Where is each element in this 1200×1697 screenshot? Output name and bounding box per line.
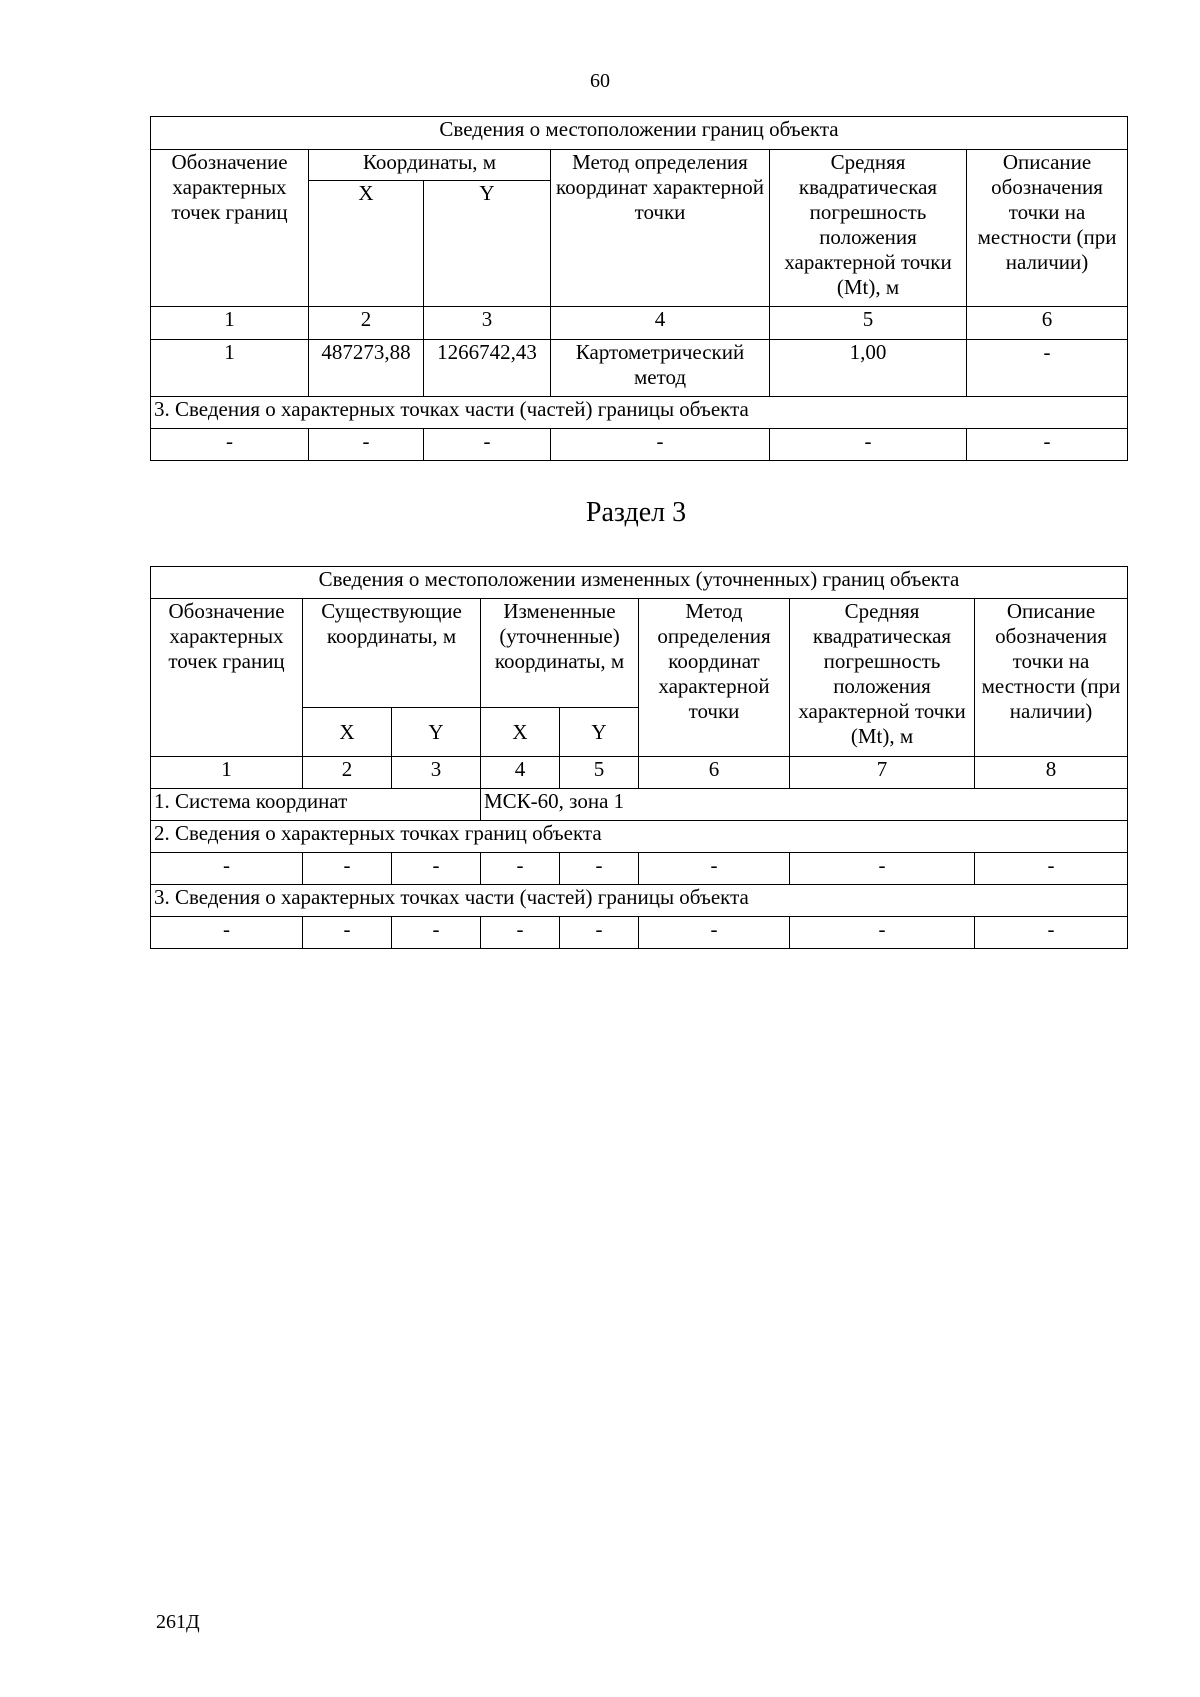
column-number: 5 [560,757,639,789]
header-x: X [309,181,424,307]
cell: - [151,429,309,461]
cell: - [303,853,392,885]
cell-y: 1266742,43 [424,340,551,397]
header-y-existing: Y [392,708,481,757]
coord-system-value: МСК-60, зона 1 [481,789,1128,821]
column-number: 2 [309,307,424,340]
cell: - [975,917,1128,949]
cell: - [560,917,639,949]
cell: - [481,853,560,885]
table-title: Сведения о местоположении измененных (уточненных) границ объекта [151,567,1128,599]
header-method: Метод определения координат характерной точки [551,150,770,307]
boundary-location-table [150,116,1128,461]
column-number: 6 [639,757,790,789]
column-number-row [151,757,1128,789]
column-number: 7 [790,757,975,789]
column-number: 1 [151,757,303,789]
cell: - [151,853,303,885]
cell: - [560,853,639,885]
column-number: 2 [303,757,392,789]
column-number: 1 [151,307,309,340]
header-coordinates: Координаты, м [309,150,551,181]
header-x-changed: X [481,708,560,757]
column-number: 6 [967,307,1128,340]
cell-point: 1 [151,340,309,397]
cell-method: Картометрический метод [551,340,770,397]
cell: - [975,853,1128,885]
cell: - [424,429,551,461]
section2-label: 2. Сведения о характерных точках границ объекта [151,821,1128,853]
column-number: 8 [975,757,1128,789]
cell: - [151,917,303,949]
header-changed-coordinates: Измененные (уточненные) координаты, м [481,599,639,708]
cell: - [639,917,790,949]
table-title: Сведения о местоположении границ объекта [151,117,1128,150]
header-error: Средняя квадратическая погрешность положения характерной точки (Mt), м [790,599,975,757]
table-row [151,429,1128,461]
column-number: 4 [481,757,560,789]
cell-description: - [967,340,1128,397]
cell: - [770,429,967,461]
column-number: 4 [551,307,770,340]
header-existing-coordinates: Существующие координаты, м [303,599,481,708]
cell: - [481,917,560,949]
table-row [151,340,1128,397]
table-row [151,917,1128,949]
changed-boundary-table [150,566,1128,949]
page-number: 60 [590,70,610,92]
cell: - [392,853,481,885]
cell: - [967,429,1128,461]
table-row [151,853,1128,885]
section-title: Раздел 3 [585,497,687,528]
header-description: Описание обозначения точки на местности (при наличии) [967,150,1128,307]
cell: - [392,917,481,949]
column-number: 5 [770,307,967,340]
header-method: Метод определения координат характерной точки [639,599,790,757]
cell: - [639,853,790,885]
column-number: 3 [392,757,481,789]
section3-label: 3. Сведения о характерных точках части (частей) границы объекта [151,397,1128,429]
cell: - [551,429,770,461]
header-y-changed: Y [560,708,639,757]
header-point-designation: Обозначение характерных точек границ [151,599,303,757]
header-error: Средняя квадратическая погрешность положения характерной точки (Mt), м [770,150,967,307]
cell: - [303,917,392,949]
footer-document-code: 261Д [156,1611,200,1633]
column-number-row [151,307,1128,340]
header-point-designation: Обозначение характерных точек границ [151,150,309,307]
cell-error: 1,00 [770,340,967,397]
header-x-existing: X [303,708,392,757]
cell: - [790,917,975,949]
cell: - [790,853,975,885]
section3-label: 3. Сведения о характерных точках части (частей) границы объекта [151,885,1128,917]
column-number: 3 [424,307,551,340]
header-description: Описание обозначения точки на местности (при наличии) [975,599,1128,757]
cell: - [309,429,424,461]
header-y: Y [424,181,551,307]
cell-x: 487273,88 [309,340,424,397]
coord-system-label: 1. Система координат [151,789,481,821]
